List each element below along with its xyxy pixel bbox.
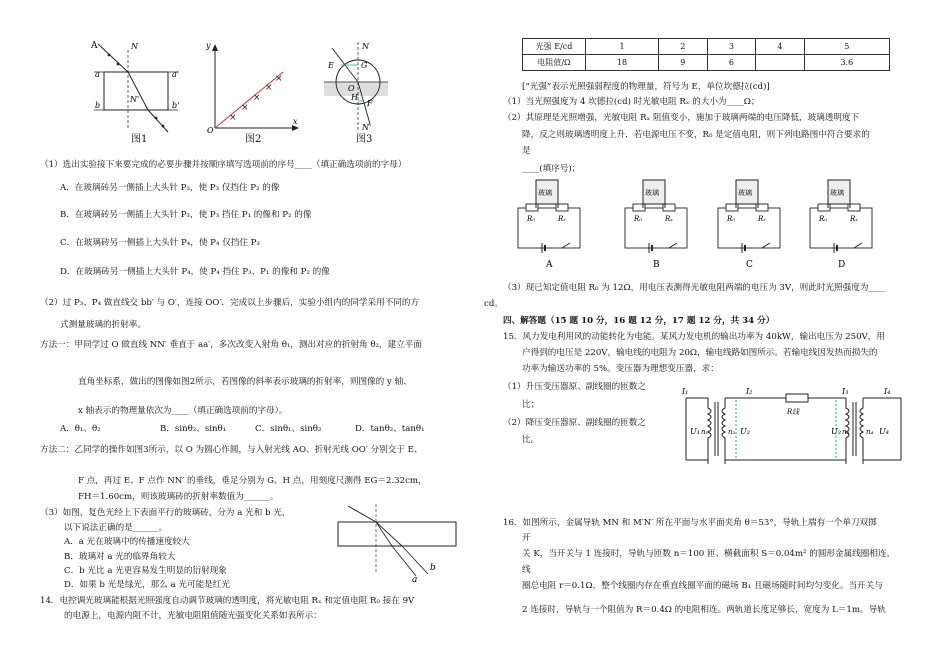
- tx-label: n₃: [842, 428, 850, 436]
- fig1-label: a: [95, 70, 100, 79]
- method2-line3: FH＝1.60cm，则该玻璃砖的折射率数值为______。: [78, 492, 279, 502]
- q13-part3-option-c: C．b 光比 a 光更容易发生明显的衍射现象: [64, 566, 227, 576]
- method2-line1: 方法二：乙同学的操作如图3所示，以 O 为圆心作圆，与入射光线 AO、折射光线 OO′ 分别交于 E、: [40, 445, 423, 455]
- table-cell: 5: [804, 39, 889, 55]
- svg-text:×: ×: [265, 83, 273, 93]
- method1-option-c: C．sinθ₁、sinθ₂: [255, 424, 322, 434]
- tx-label: n₂: [728, 428, 736, 436]
- fig3-label: E: [328, 61, 334, 70]
- figure-1-refraction-diagram: [86, 38, 186, 138]
- fig3-label: N: [362, 42, 369, 51]
- svg-text:×: ×: [275, 74, 283, 84]
- fig3-label: H: [351, 93, 358, 102]
- q16-line5: 圈总电阻 r＝0.1Ω，整个线圈内存在垂直线圈平面的磁场 B₁ 且磁场随时间均匀变化。当开关与: [522, 581, 883, 591]
- tx-label: U₃: [831, 427, 841, 436]
- q13-part3-option-a: A．a 光在玻璃中的传播速度较大: [64, 537, 190, 547]
- q13-option-a: A．在玻璃砖另一侧插上大头针 P₃，使 P₃ 仅挡住 P₂ 的像: [60, 183, 280, 193]
- tx-label: U₄: [879, 427, 889, 436]
- glass-label: 玻璃: [538, 189, 552, 197]
- fig1-label: a': [172, 70, 179, 79]
- fig3-label: G: [361, 61, 368, 70]
- q15-sub2-line2: 比。: [522, 435, 540, 445]
- table-cell: 6: [707, 55, 756, 71]
- circuit-option-label: D: [838, 260, 846, 270]
- svg-text:Rₓ: Rₓ: [758, 215, 766, 223]
- svg-text:R₀: R₀: [819, 215, 828, 223]
- fig1-label: b': [172, 101, 180, 110]
- q13-option-c: C．在玻璃砖另一侧插上大头针 P₄，使 P₄ 仅挡住 P₃: [60, 238, 260, 248]
- fig3-label: O: [348, 84, 355, 93]
- figure-2-graph: [205, 40, 300, 135]
- svg-text:a: a: [412, 575, 418, 584]
- table-cell: 电阻值/Ω: [523, 55, 586, 71]
- circuit-option-label: A: [546, 260, 553, 270]
- circuit-option-label: C: [746, 260, 753, 270]
- tx-label: I₂: [746, 387, 753, 396]
- svg-text:R₀: R₀: [727, 215, 736, 223]
- fig3-label: N': [362, 123, 372, 132]
- table-cell: 3.6: [804, 55, 889, 71]
- table-cell: 光强 E/cd: [523, 39, 586, 55]
- table-cell: 4: [756, 39, 805, 55]
- fig1-label: N': [130, 95, 140, 104]
- svg-text:×: ×: [253, 93, 261, 103]
- q13-part3-line1: （3）如图，复色光经上下表面平行的玻璃砖，分为 a 光和 b 光，: [40, 508, 291, 518]
- section-4-header: 四、解答题（15 题 10 分，16 题 12 分，17 题 12 分，共 34 分）: [503, 316, 775, 326]
- light-resistance-table: [522, 38, 890, 71]
- tx-label: U₂: [740, 427, 750, 436]
- q14-part2-line3: 是: [522, 146, 531, 156]
- method2-line2: F 点，再过 E、F 点作 NN′ 的垂线，垂足分别为 G、H 点，用刻度尺测得 EG＝2.32cm，: [78, 476, 427, 486]
- table-cell: 3: [707, 39, 756, 55]
- q15-sub1-line1: （1）升压变压器原、副线圈的匝数之: [503, 382, 646, 392]
- tx-label: U₁: [690, 427, 700, 436]
- table-cell: 1: [586, 39, 659, 55]
- q13-part2-line2: 式测量玻璃的折射率。: [60, 320, 146, 330]
- tx-label: I₄: [884, 387, 891, 396]
- tx-label: R线: [787, 408, 800, 416]
- method1-option-b: B．sinθ₂、sinθ₁: [160, 424, 227, 434]
- q15-sub1-line2: 比；: [522, 400, 540, 410]
- q14-part2-line4: ____(填序号)；: [522, 164, 581, 174]
- table-note: [“光强”表示光照强弱程度的物理量，符号为 E，单位坎德拉(cd)]: [522, 82, 770, 92]
- power-transmission-diagram: [676, 386, 914, 466]
- q16-line6: 2 连接时，导轨与一个阻值为 R＝0.4Ω 的电阻相连。两轨道长度足够长，宽度为 L＝1m。导轨: [522, 605, 886, 615]
- table-cell: 2: [659, 39, 708, 55]
- q14-part3-line1: （3）现已知定值电阻 R₀ 为 12Ω，用电压表测得光敏电阻两端的电压为 3V，则此时光照强度为____: [503, 283, 886, 293]
- q16-line1: 16．如图所示，金属导轨 MN 和 M′N′ 所在平面与水平面夹角 θ＝53°，导轨上端有一个单刀双掷: [503, 518, 877, 528]
- tx-label: n₁: [701, 428, 709, 436]
- circuit-options: [510, 176, 890, 270]
- fig1-caption: 图1: [131, 134, 148, 145]
- fig2-label: O: [207, 126, 214, 135]
- svg-text:Rₓ: Rₓ: [850, 215, 858, 223]
- svg-text:Rₓ: Rₓ: [558, 215, 566, 223]
- table-cell: 9: [659, 55, 708, 71]
- fig2-label: y: [206, 41, 211, 50]
- fig3-label: F: [367, 99, 373, 108]
- q15-line3: 功率为输送功率的 5%。变压器为理想变压器，求：: [522, 364, 719, 374]
- q15-line2: 户得到的电压是 220V，输电线的电阻为 20Ω，输电线路如图所示。若输电线因发热而损失的: [522, 348, 878, 358]
- q14-line2: 的电源上，电源内阻不计，光敏电阻阻值随光强变化关系如表所示：: [64, 611, 322, 621]
- fig1-label: b: [95, 101, 101, 110]
- fig2-caption: 图2: [245, 134, 262, 145]
- figure-3-circle-method: [322, 38, 392, 134]
- q14-line1: 14．电控调光玻璃能根据光照强度自动调节玻璃的透明度，将光敏电阻 Rₓ 和定值电阻 R₀ 接在 9V: [40, 596, 415, 606]
- q13-option-b: B．在玻璃砖另一侧插上大头针 P₃，使 P₃ 挡住 P₁ 的像和 P₂ 的像: [60, 210, 312, 220]
- method1-line2: 直角坐标系，做出的图像如图2所示，若图像的斜率表示玻璃的折射率，则图像的 y 轴、: [78, 377, 412, 387]
- table-row: [523, 55, 890, 71]
- q14-part2-line1: （2）其原理是光照增强，光敏电阻 Rₓ 阻值变小，施加于玻璃两端的电压降低，玻璃透明度下: [503, 113, 860, 123]
- glass-label: 玻璃: [738, 189, 752, 197]
- method1-option-d: D．tanθ₂、tanθ₁: [355, 424, 425, 434]
- glass-slab-dispersion-figure: [336, 504, 460, 584]
- q14-part2-line2: 降，反之则玻璃透明度上升．若电源电压不变，R₀ 是定值电阻，则下列电路图中符合要求的: [522, 130, 870, 140]
- fig3-caption: 图3: [356, 134, 373, 145]
- tx-label: I₁: [682, 387, 689, 396]
- glass-label: 玻璃: [830, 189, 844, 197]
- q16-line4: 线: [522, 565, 531, 575]
- tx-label: n₄: [866, 428, 874, 436]
- tx-label: I₃: [842, 387, 849, 396]
- table-cell: [756, 55, 805, 71]
- svg-text:Rₓ: Rₓ: [665, 215, 673, 223]
- fig2-label: x: [293, 117, 298, 126]
- table-cell: 18: [586, 55, 659, 71]
- q14-part1: （1）当光照强度为 4 坎德拉(cd) 时光敏电阻 Rₓ 的大小为____Ω；: [503, 97, 760, 107]
- svg-text:b: b: [430, 563, 436, 573]
- method1-line1: 方法一：甲同学过 O 做直线 NN′ 垂直于 aa′，多次改变入射角 θ₁，测出对应的折射角 θ₂，建立平面: [40, 340, 422, 350]
- q13-part2-line1: （2）过 P₃、P₄ 做直线交 bb′ 与 O′，连接 OO′．完成以上步骤后，实验小组内的同学采用不同的方: [40, 298, 420, 308]
- q13-part3-option-b: B．玻璃对 a 光的临界角较大: [64, 552, 176, 562]
- fig1-label: A: [91, 41, 98, 51]
- glass-label: 玻璃: [645, 189, 659, 197]
- svg-text:R₀: R₀: [527, 215, 536, 223]
- q13-option-d: D．在玻璃砖另一侧插上大头针 P₄，使 P₄ 挡住 P₃、P₁ 的像和 P₂ 的像: [60, 267, 330, 277]
- circuit-option-label: B: [653, 260, 660, 270]
- q13-part3-line2: 以下说法正确的是______。: [64, 523, 168, 533]
- fig1-label: N: [131, 42, 138, 51]
- q16-line2: 开: [522, 533, 531, 543]
- svg-text:×: ×: [229, 113, 237, 123]
- q13-part1: （1）选出实验接下来要完成的必要步骤并按顺序填写选项前的序号____（填正确选项前的字母）: [40, 160, 407, 170]
- q15-sub2-line1: （2）降压变压器原、副线圈的匝数之: [503, 418, 646, 428]
- q14-part3-line2: cd。: [484, 299, 503, 309]
- method1-line3: x 轴表示的物理量依次为____（填正确选项前的字母）。: [78, 406, 288, 416]
- q13-part3-option-d: D．如果 b 光是绿光，那么 a 光可能是红光: [64, 580, 230, 590]
- table-row: [523, 39, 890, 55]
- svg-text:R₀: R₀: [634, 215, 643, 223]
- q16-line3: 关 K，当开关与 1 连接时，导轨与匝数 n＝100 匝、横截面积 S＝0.04m² 的圆形金属线圈相连，: [522, 549, 896, 559]
- svg-text:×: ×: [241, 103, 249, 113]
- q15-line1: 15．风力发电利用风的动能转化为电能。某风力发电机的输出功率为 40kW，输出电压为 250V，用: [503, 332, 885, 342]
- method1-option-a: A．θ₁、θ₂: [60, 424, 101, 434]
